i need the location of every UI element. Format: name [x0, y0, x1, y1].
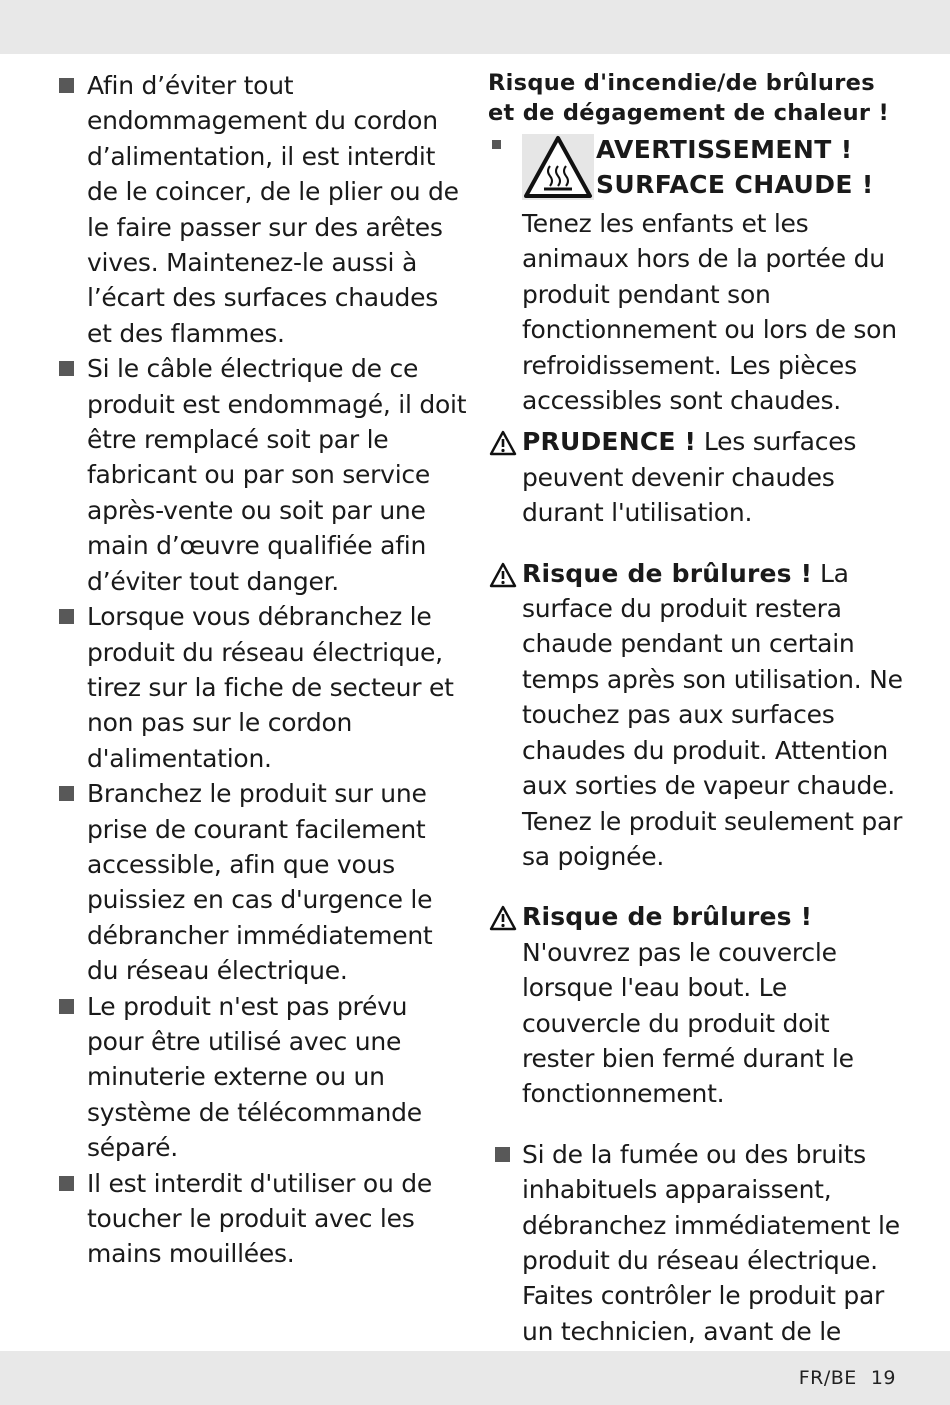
list-item: Si de la fumée ou des bruits inhabituels apparaissent, débranchez immédiatement le produit du réseau électrique. Faites contrôler le produit par un technicien, avant de le — [488, 1137, 908, 1385]
alert-item: PRUDENCE ! Les surfaces peuvent devenir chaudes durant l'utilisation. — [488, 424, 908, 530]
list-item: Il est interdit d'utiliser ou de toucher le produit avec les mains mouillées. — [58, 1166, 470, 1272]
warning-triangle-icon — [489, 430, 517, 456]
bullet-square-icon — [59, 786, 74, 801]
top-bar — [0, 0, 950, 54]
bullet-square-icon — [492, 140, 501, 149]
page-number: 19 — [870, 1367, 896, 1389]
warning-title: AVERTISSEMENT ! SURFACE CHAUDE ! — [596, 135, 874, 199]
left-column — [58, 68, 470, 1272]
list-item: Lorsque vous débranchez le produit du réseau électrique, tirez sur la fiche de secteur et non pas sur le cordon d'alimentation. — [58, 599, 470, 776]
bullet-square-icon — [59, 1176, 74, 1191]
list-item: Le produit n'est pas prévu pour être utilisé avec une minuterie externe ou un système de télécommande séparé. — [58, 989, 470, 1166]
bullet-square-icon — [495, 1147, 510, 1162]
warning-triangle-icon — [489, 905, 517, 931]
hot-surface-icon — [522, 134, 594, 200]
warning-text: Tenez les enfants et les animaux hors de la portée du produit pendant son fonctionnement ou lors de son refroidissement. Les pièces accessibles sont chaudes. — [522, 209, 897, 416]
alert-item: Risque de brûlures ! La surface du produit restera chaude pendant un certain temps après son utilisation. Ne touchez pas aux surfaces chaudes du produit. Attention aux sorties de vapeur chaude. Tenez le produit seulement par sa poignée. — [488, 556, 908, 875]
bullet-square-icon — [59, 78, 74, 93]
bullet-square-icon — [59, 999, 74, 1014]
warning-triangle-icon — [489, 562, 517, 588]
language-code: FR/BE — [798, 1367, 857, 1389]
bullet-square-icon — [59, 361, 74, 376]
list-item: Branchez le produit sur une prise de courant facilement accessible, afin que vous puissiez en cas d'urgence le débrancher immédiatement du réseau électrique. — [58, 776, 470, 988]
alert-item: Risque de brûlures ! N'ouvrez pas le couvercle lorsque l'eau bout. Le couvercle du produit doit rester bien fermé durant le fonctionnement. — [488, 899, 908, 1111]
list-item: Si le câble électrique de ce produit est endommagé, il doit être remplacé soit par le fabricant ou par son service après-vente ou soit par une main d’œuvre qualifiée afin d’éviter tout danger. — [58, 351, 470, 599]
section-heading: Risque d'incendie/de brûlures et de dégagement de chaleur ! — [488, 70, 889, 126]
bullet-square-icon — [59, 609, 74, 624]
hot-surface-warning — [488, 132, 908, 206]
list-item: Afin d’éviter tout endommagement du cordon d’alimentation, il est interdit de le coincer, de le plier ou de le faire passer sur des arêtes vives. Maintenez-le aussi à l’écart des surfaces chaudes et des flammes. — [58, 68, 470, 351]
page-footer — [799, 1367, 896, 1389]
right-column — [488, 68, 908, 1385]
